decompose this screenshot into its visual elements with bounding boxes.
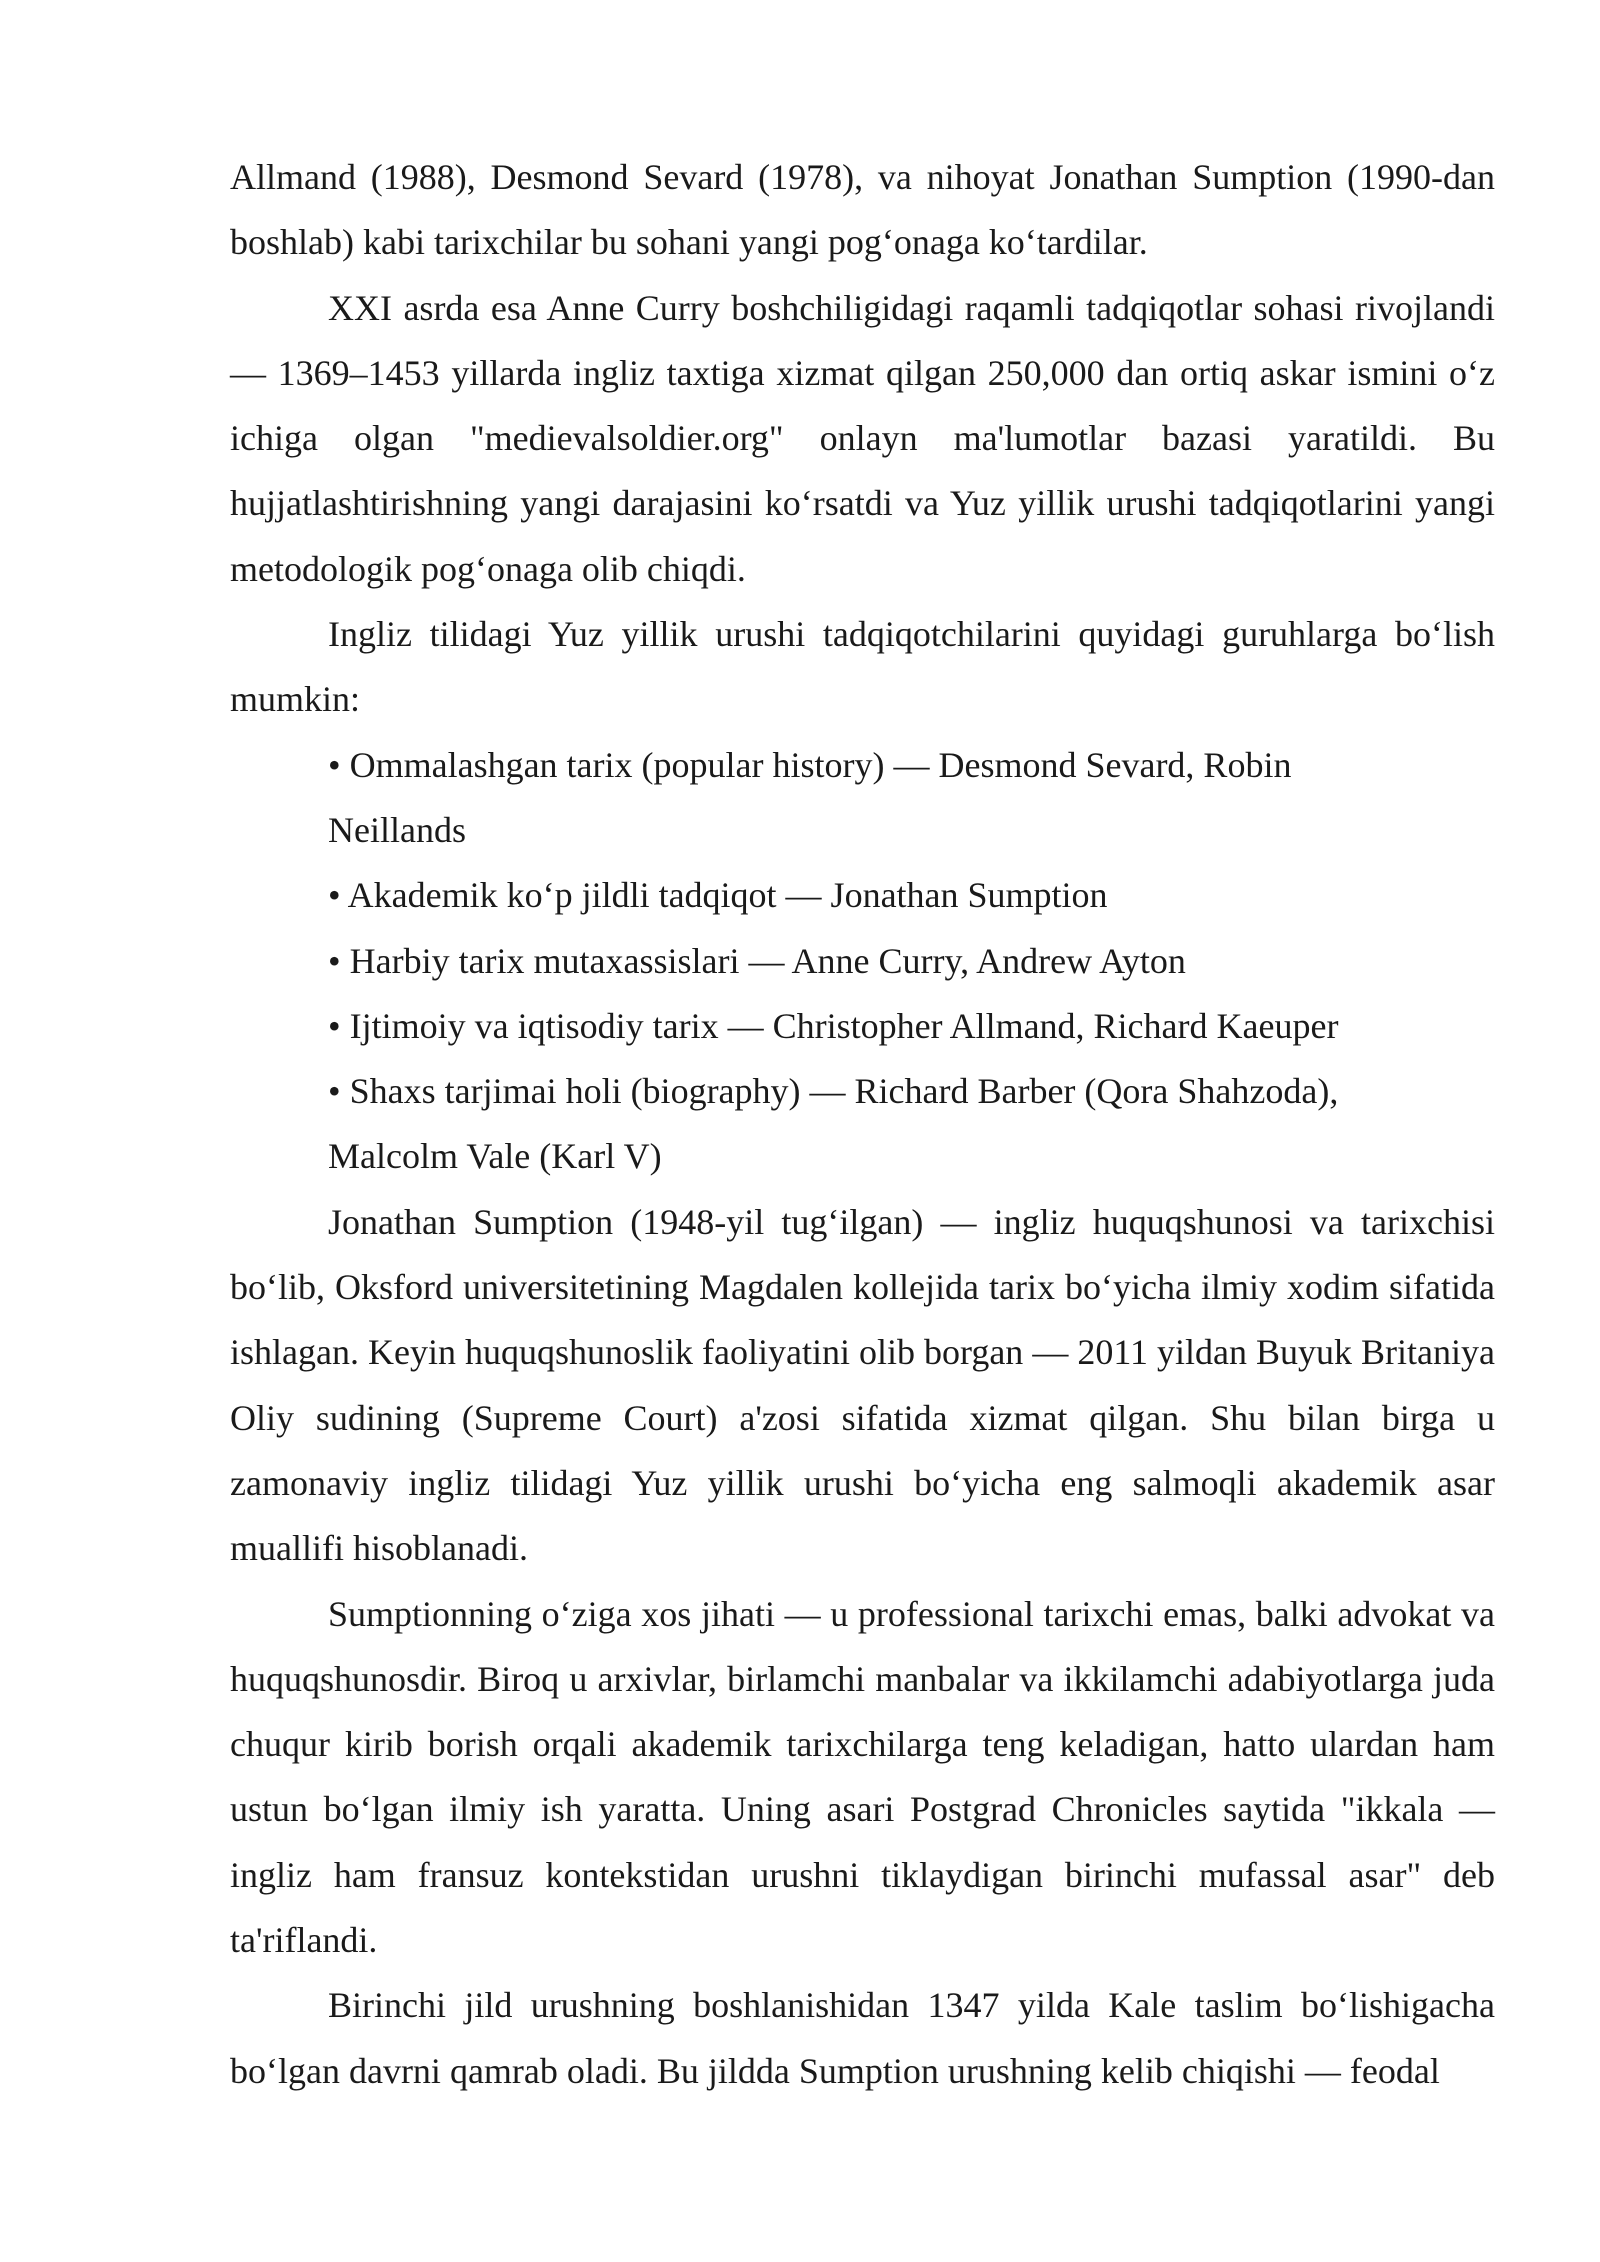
list-item-academic: [230, 863, 1495, 928]
list-item-line: Malcolm Vale (Karl V): [328, 1136, 662, 1177]
list-item-line: Neillands: [328, 809, 466, 850]
paragraph-digital-research: XXI asrda esa Anne Curry boshchiligidagi raqamli tadqiqotlar sohasi rivojlandi — 1369–1453 yillarda ingliz taxtiga xizmat qilgan 250,000 dan ortiq askar ismini o‘z ichiga olgan "medievalsoldier.org" onlayn ma'lumotlar bazasi yaratildi. Bu hujjatlashtirishning yangi darajasini ko‘rsatdi va Yuz yillik urushi tadqiqotlarini yangi metodologik pog‘onaga olib chiqdi.: [230, 287, 1495, 589]
list-item-biography: [230, 1059, 1495, 1190]
paragraph-continuation: Allmand (1988), Desmond Sevard (1978), va nihoyat Jonathan Sumption (1990-dan boshlab) kabi tarixchilar bu sohani yangi pog‘onaga ko‘tardilar.: [230, 157, 1495, 263]
paragraph-groups-intro: Ingliz tilidagi Yuz yillik urushi tadqiqotchilarini quyidagi guruhlarga bo‘lish mumkin:: [230, 614, 1495, 720]
list-item-social-economic: [230, 994, 1495, 1059]
list-item-line: • Harbiy tarix mutaxassislari — Anne Curry, Andrew Ayton: [328, 940, 1186, 981]
list-item-line: • Ijtimoiy va iqtisodiy tarix — Christopher Allmand, Richard Kaeuper: [328, 1005, 1339, 1046]
list-item-popular-history: [230, 733, 1495, 864]
list-item-military-history: [230, 929, 1495, 994]
paragraph-sumption-bio: Jonathan Sumption (1948-yil tug‘ilgan) — ingliz huquqshunosi va tarixchisi bo‘lib, Oksford universitetining Magdalen kollejida tarix bo‘yicha ilmiy xodim sifatida ishlagan. Keyin huquqshunoslik faoliyatini olib borgan — 2011 yildan Buyuk Britaniya Oliy sudining (Supreme Court) a'zosi sifatida xizmat qilgan. Shu bilan birga u zamonaviy ingliz tilidagi Yuz yillik urushi bo‘yicha eng salmoqli akademik asar muallifi hisoblanadi.: [230, 1201, 1495, 1569]
paragraph-sumption-distinctive: Sumptionning o‘ziga xos jihati — u professional tarixchi emas, balki advokat va huquqshunosdir. Biroq u arxivlar, birlamchi manbalar va ikkilamchi adabiyotlarga juda chuqur kirib borish orqali akademik tarixchilarga teng keladigan, hatto ulardan ham ustun bo‘lgan ilmiy ish yaratta. Uning asari Postgrad Chronicles saytida "ikkala — ingliz ham fransuz kontekstidan urushni tiklaydigan birinchi mufassal asar" deb ta'riflandi.: [230, 1593, 1495, 1961]
document-body: [230, 145, 1495, 2104]
list-item-line: • Shaxs tarjimai holi (biography) — Richard Barber (Qora Shahzoda),: [328, 1071, 1339, 1112]
paragraph-first-volume: Birinchi jild urushning boshlanishidan 1347 yilda Kale taslim bo‘lishigacha bo‘lgan davrni qamrab oladi. Bu jildda Sumption urushning kelib chiqishi — feodal: [230, 1985, 1495, 2091]
list-item-line: • Akademik ko‘p jildli tadqiqot — Jonathan Sumption: [328, 875, 1108, 916]
list-item-line: • Ommalashgan tarix (popular history) — Desmond Sevard, Robin: [328, 744, 1292, 785]
